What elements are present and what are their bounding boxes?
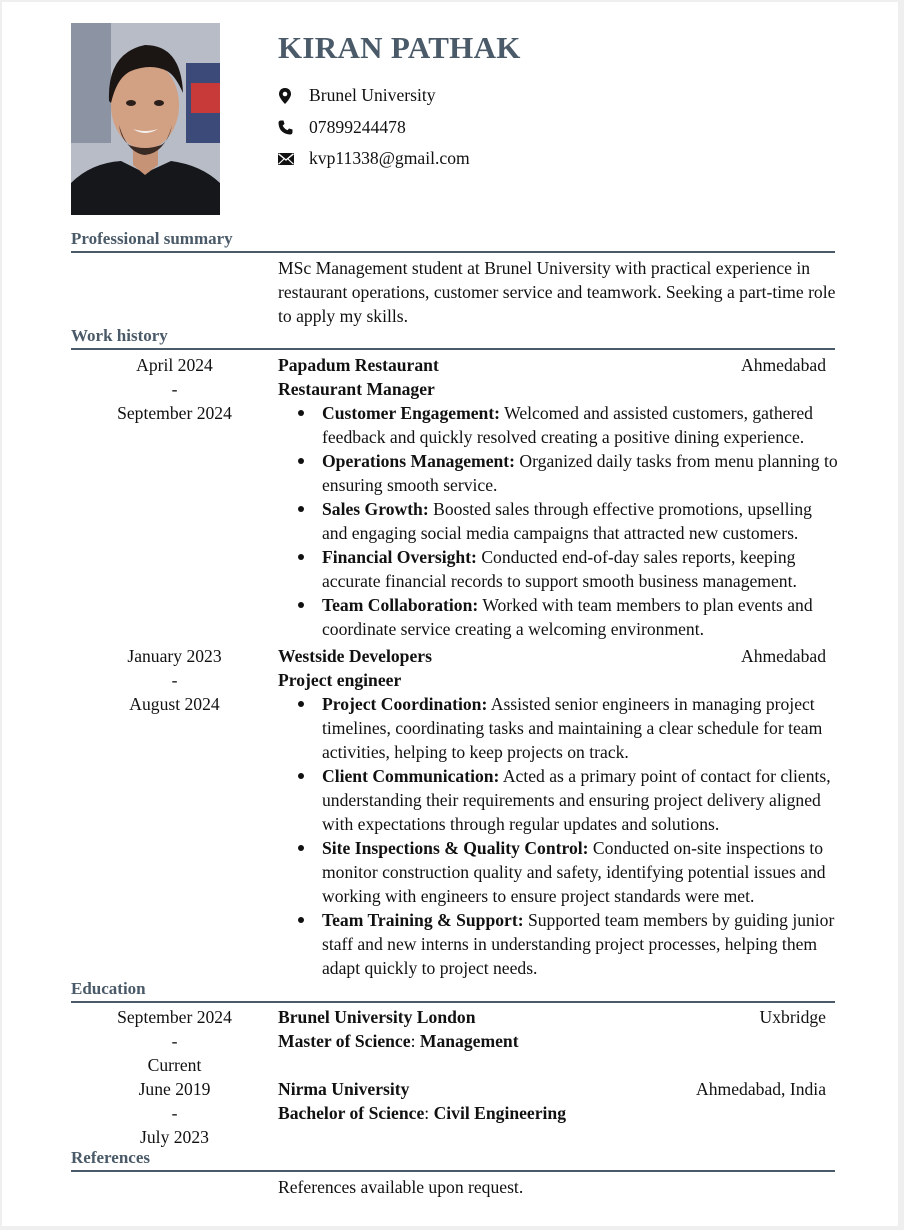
bullet-text: Conducted end-of-day sales reports, keeping accurate financial records to support smooth business management.: [322, 547, 797, 591]
phone-text: 07899244478: [309, 117, 406, 137]
bullet-label: Client Communication:: [322, 766, 500, 786]
bullet-label: Financial Oversight:: [322, 547, 477, 567]
job-location: Ahmedabad: [740, 646, 826, 666]
summary-divider: [71, 251, 835, 253]
bullet-label: Project Coordination:: [322, 694, 488, 714]
edu-school: Brunel University London: [278, 1007, 476, 1027]
phone-icon: [278, 120, 296, 136]
edu-end-date: July 2023: [140, 1127, 209, 1147]
edu-degree: [278, 1101, 566, 1125]
degree-separator: :: [424, 1103, 434, 1123]
contact-location: [278, 85, 436, 106]
edu-end-date: Current: [147, 1055, 202, 1075]
summary-text: MSc Management student at Brunel University with practical experience in restaurant operations, customer service and teamwork. Seeking a part-time role to apply my skills.: [278, 258, 836, 326]
job-company: Papadum Restaurant: [278, 355, 439, 375]
bullet-label: Team Training & Support:: [322, 910, 524, 930]
degree-name: Bachelor of Science: [278, 1103, 425, 1123]
list-item: [322, 545, 838, 593]
email-text: kvp11338@gmail.com: [309, 148, 470, 168]
job-end-date: August 2024: [129, 694, 220, 714]
list-item: [322, 764, 838, 836]
bullet-text: Supported team members by guiding junior staff and new interns in understanding project processes, helping them adapt quickly to project needs.: [322, 910, 835, 978]
bullet-text: Assisted senior engineers in managing project timelines, coordinating tasks and maintaining a clear schedule for team activities, helping to keep projects on track.: [322, 694, 823, 762]
candidate-name: KIRAN PATHAK: [278, 30, 521, 65]
edu-school: Nirma University: [278, 1079, 410, 1099]
job-bullet-list: [322, 692, 838, 980]
edu-location: Uxbridge: [759, 1007, 826, 1027]
list-item: [322, 593, 838, 641]
job-end-date: September 2024: [117, 403, 232, 423]
profile-photo: [71, 23, 220, 215]
resume-page: [2, 2, 898, 1226]
list-item: [322, 836, 838, 908]
references-text: References available upon request.: [278, 1177, 524, 1197]
degree-separator: :: [410, 1031, 420, 1051]
bullet-text: Worked with team members to plan events and coordinate service creating a welcoming environment.: [322, 595, 813, 639]
location-pin-icon: [278, 88, 296, 104]
job-location: Ahmedabad: [740, 355, 826, 375]
list-item: [322, 908, 838, 980]
degree-field: Management: [419, 1031, 519, 1051]
bullet-text: Welcomed and assisted customers, gathered feedback and quickly resolved creating a positive dining experience.: [322, 403, 813, 447]
edu-date-dash: -: [171, 1031, 178, 1051]
job-role: Project engineer: [278, 670, 402, 690]
bullet-text: Conducted on-site inspections to monitor construction quality and safety, identifying potential issues and working with engineers to ensure project standards were met.: [322, 838, 826, 906]
job-date-dash: -: [171, 670, 178, 690]
edu-date-dash: -: [171, 1103, 178, 1123]
references-heading: References: [71, 1148, 150, 1167]
location-text: Brunel University: [309, 85, 436, 105]
list-item: [322, 449, 838, 497]
edu-start-date: June 2019: [138, 1079, 211, 1099]
job-start-date: January 2023: [127, 646, 222, 666]
bullet-text: Boosted sales through effective promotions, upselling and engaging social media campaigns that attracted new customers.: [322, 499, 812, 543]
envelope-icon: [278, 151, 296, 167]
bullet-text: Acted as a primary point of contact for clients, understanding their requirements and ensuring project delivery aligned with expectations through regular updates and solutions.: [322, 766, 831, 834]
job-company: Westside Developers: [278, 646, 432, 666]
bullet-text: Organized daily tasks from menu planning to ensuring smooth service.: [322, 451, 838, 495]
education-heading: Education: [71, 979, 146, 998]
list-item: [322, 401, 838, 449]
job-role: Restaurant Manager: [278, 379, 435, 399]
bullet-label: Operations Management:: [322, 451, 516, 471]
education-divider: [71, 1001, 835, 1003]
contact-phone: [278, 117, 406, 138]
contact-email: [278, 148, 470, 169]
edu-location: Ahmedabad, India: [696, 1079, 826, 1099]
references-divider: [71, 1170, 835, 1172]
degree-field: Civil Engineering: [433, 1103, 567, 1123]
work-history-divider: [71, 348, 835, 350]
job-bullet-list: [322, 401, 838, 641]
list-item: [322, 692, 838, 764]
list-item: [322, 497, 838, 545]
bullet-label: Site Inspections & Quality Control:: [322, 838, 589, 858]
job-start-date: April 2024: [136, 355, 213, 375]
summary-heading: Professional summary: [71, 229, 233, 248]
bullet-label: Team Collaboration:: [322, 595, 479, 615]
work-history-heading: Work history: [71, 326, 168, 345]
edu-start-date: September 2024: [117, 1007, 232, 1027]
job-date-dash: -: [171, 379, 178, 399]
bullet-label: Customer Engagement:: [322, 403, 501, 423]
bullet-label: Sales Growth:: [322, 499, 429, 519]
edu-degree: [278, 1029, 519, 1053]
degree-name: Master of Science: [278, 1031, 411, 1051]
